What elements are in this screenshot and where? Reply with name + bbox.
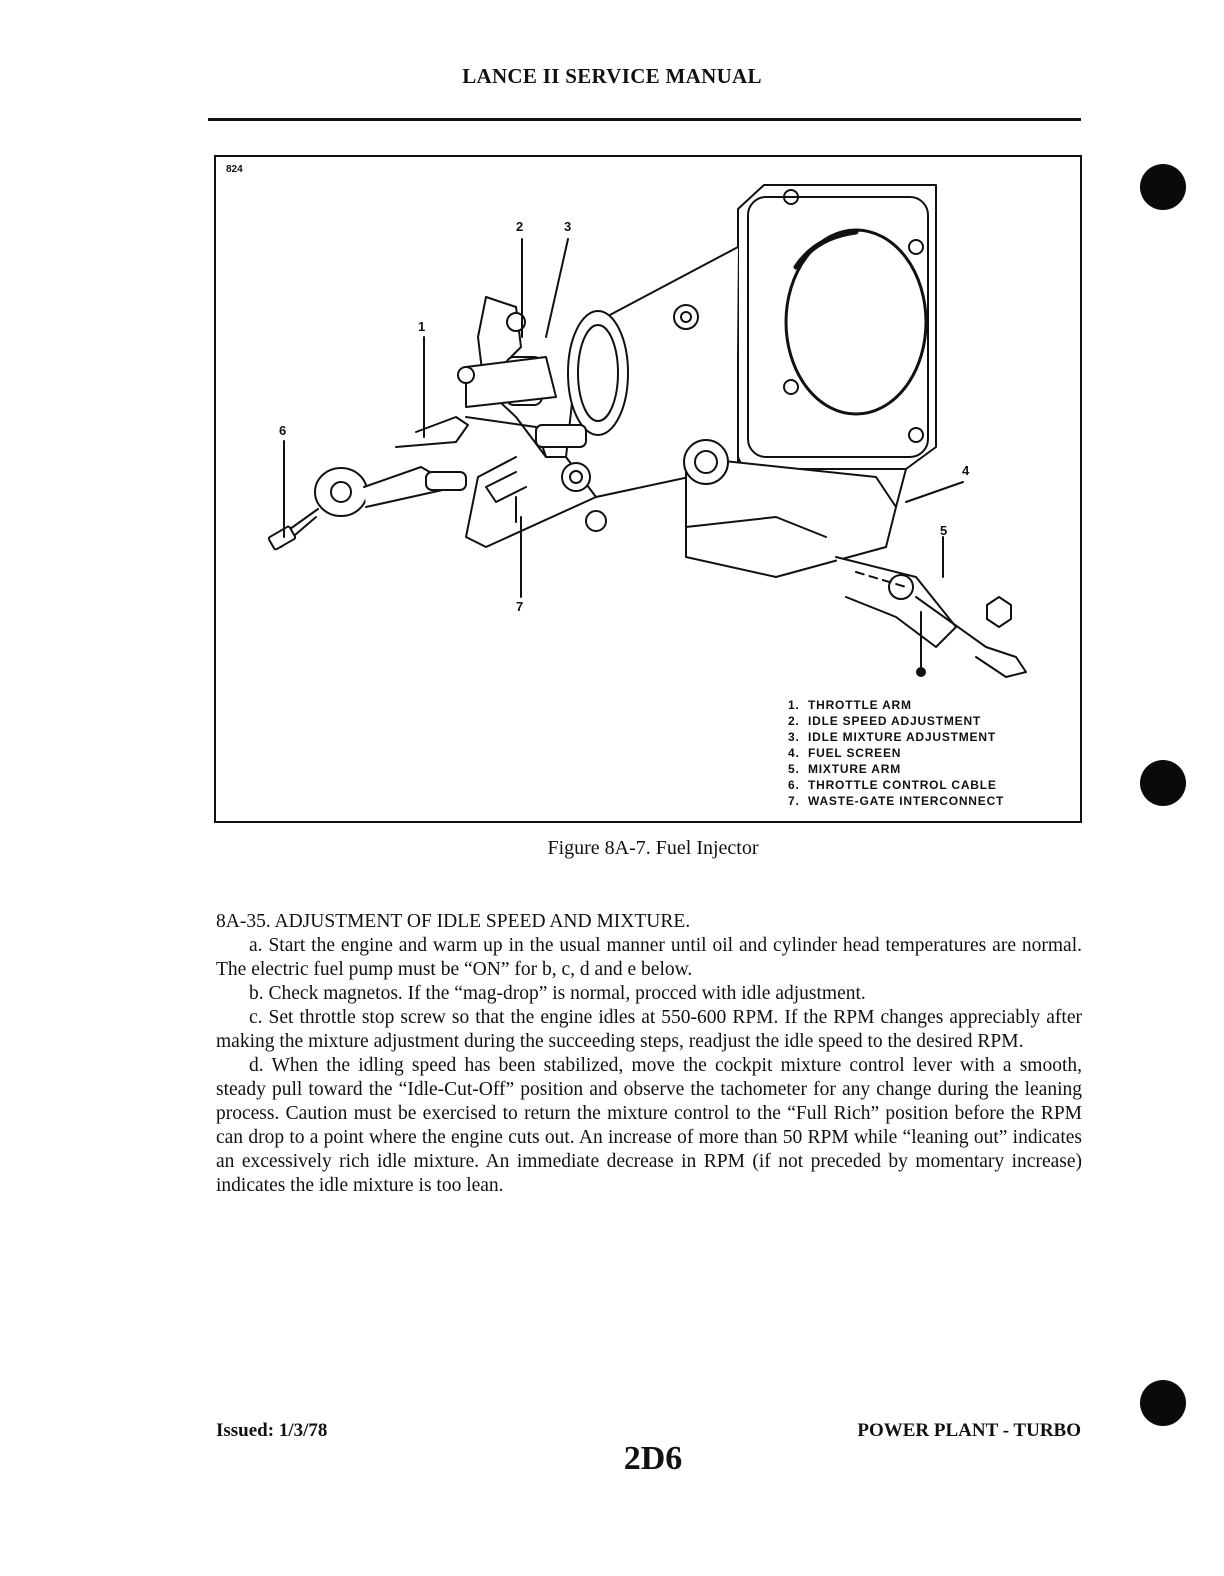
legend-item: 3. IDLE MIXTURE ADJUSTMENT [788,730,996,744]
figure-frame [214,155,1082,823]
figure-code: 824 [226,164,243,175]
page-header-title: LANCE II SERVICE MANUAL [462,64,762,88]
legend-item: 6. THROTTLE CONTROL CABLE [788,778,997,792]
legend-item: 1. THROTTLE ARM [788,698,912,712]
legend-item: 7. WASTE-GATE INTERCONNECT [788,794,1005,808]
step-paragraph: a. Start the engine and warm up in the usual manner until oil and cylinder head temperatures are normal. The electric fuel pump must be “ON” for b, c, d and e below. [216,935,1082,980]
section-heading: 8A-35. ADJUSTMENT OF IDLE SPEED AND MIXTURE. [216,911,691,932]
figure-caption: Figure 8A-7. Fuel Injector [547,837,759,859]
callout-3: 3 [564,219,572,234]
legend-item: 4. FUEL SCREEN [788,746,902,760]
binder-hole-bottom [1140,1380,1186,1426]
callout-4: 4 [962,463,970,478]
callout-5: 5 [940,523,948,538]
callout-6: 6 [279,423,287,438]
callout-7: 7 [516,599,524,614]
legend-item: 5. MIXTURE ARM [788,762,902,776]
callout-2: 2 [516,219,524,234]
callout-1: 1 [418,319,426,334]
chapter-title: POWER PLANT - TURBO [857,1420,1081,1441]
header-rule [208,118,1081,121]
step-paragraph: c. Set throttle stop screw so that the engine idles at 550-600 RPM. If the RPM changes appreciably after making the mixture adjustment during the succeeding steps, readjust the idle speed to the desired RPM. [216,1007,1082,1052]
procedure-section [216,910,1082,1198]
issued-date: Issued: 1/3/78 [216,1420,328,1441]
binder-hole-middle [1140,760,1186,806]
page-number: 2D6 [623,1440,683,1477]
binder-hole-top [1140,164,1186,210]
step-paragraph: d. When the idling speed has been stabilized, move the cockpit mixture control lever with a smooth, steady pull toward the “Idle-Cut-Off” position and observe the tachometer for any change during the leaning process. Caution must be exercised to return the mixture control to the “Full Rich” position before the RPM can drop to a point where the engine cuts out. An increase of more than 50 RPM while “leaning out” indicates an excessively rich idle mixture. An immediate decrease in RPM (if not preceded by momentary increase) indicates the idle mixture is too lean. [216,1055,1082,1196]
figure-legend [788,697,1004,809]
step-paragraph: b. Check magnetos. If the “mag-drop” is normal, procced with idle adjustment. [249,983,866,1004]
legend-item: 2. IDLE SPEED ADJUSTMENT [788,714,982,728]
